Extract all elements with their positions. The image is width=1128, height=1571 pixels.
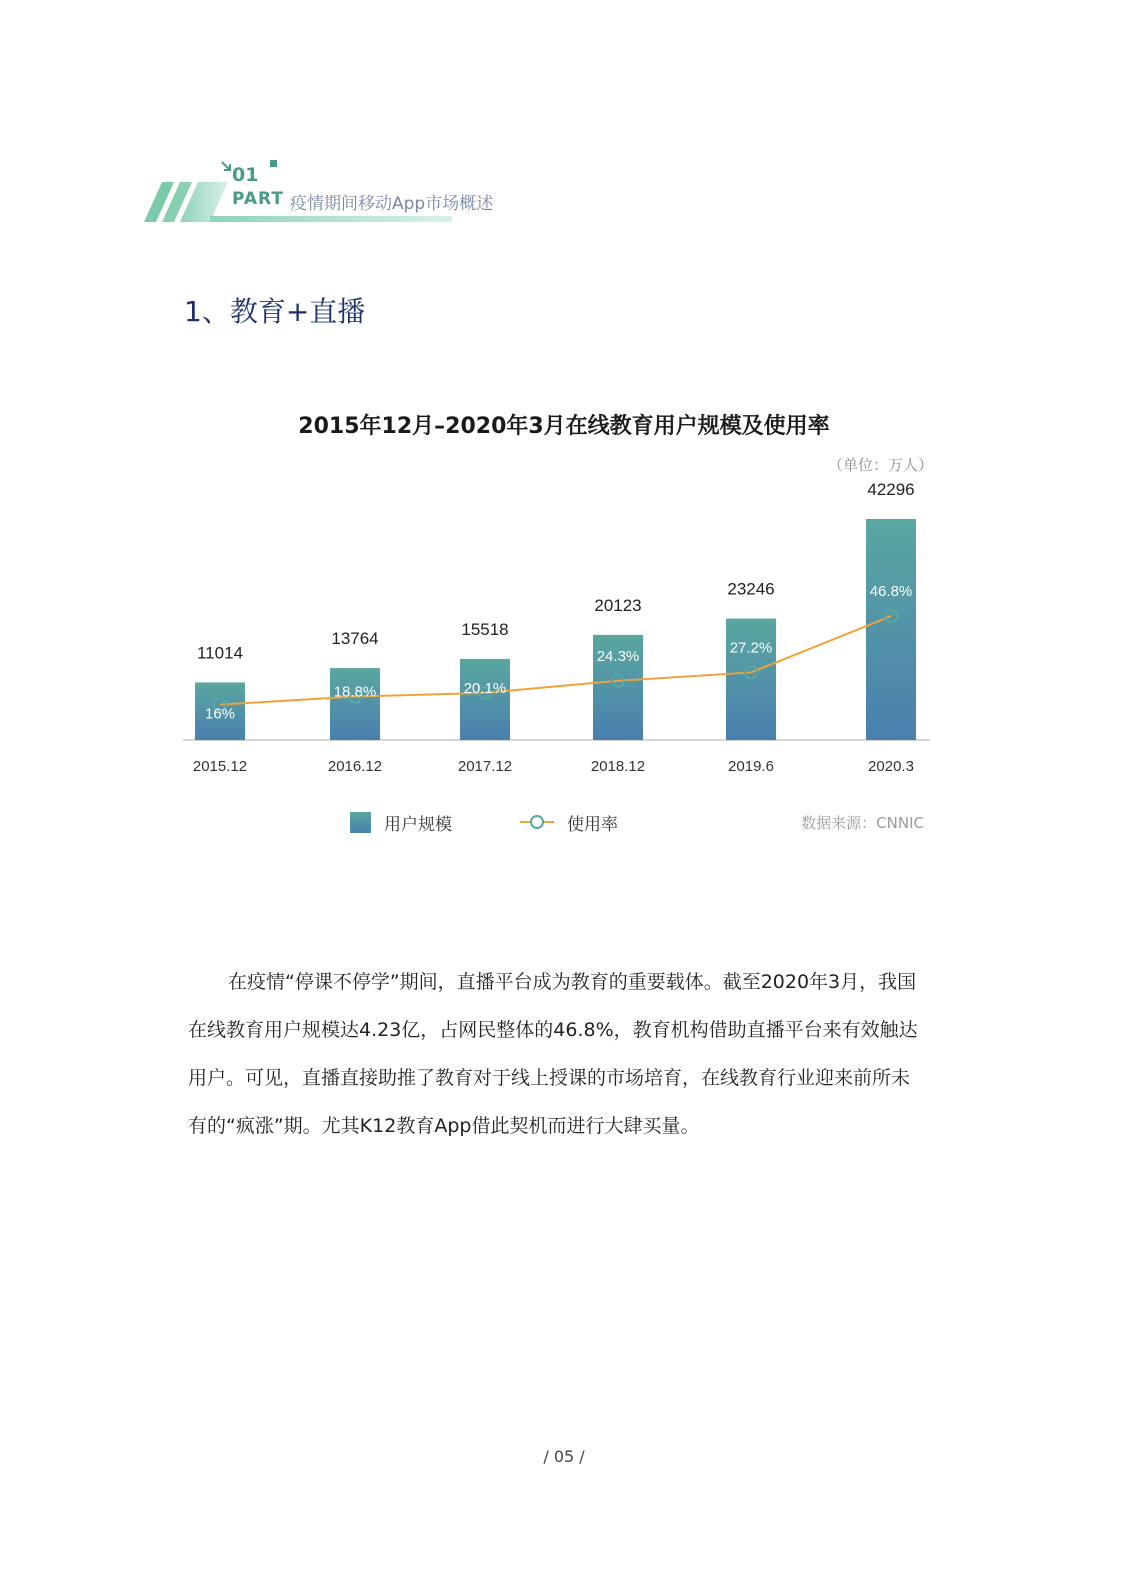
legend-swatch-line bbox=[520, 810, 560, 834]
bar-value-label: 15518 bbox=[461, 619, 509, 639]
legend-label-line: 使用率 bbox=[567, 815, 618, 835]
part-number: 01 bbox=[232, 164, 259, 186]
bar-value-label: 20123 bbox=[594, 595, 642, 615]
data-source: 数据来源：CNNIC bbox=[801, 814, 924, 832]
rate-line bbox=[220, 616, 891, 704]
body-paragraph bbox=[188, 958, 928, 1150]
rate-value-label: 27.2% bbox=[729, 639, 773, 657]
bar-value-label: 13764 bbox=[331, 629, 379, 649]
x-tick-label: 2016.12 bbox=[327, 758, 383, 775]
x-tick-label: 2018.12 bbox=[590, 758, 646, 775]
paragraph-text: 在疫情“停课不停学”期间，直播平台成为教育的重要载体。截至2020年3月，我国在线教育用户规模达4.23亿，占网民整体的46.8%，教育机构借助直播平台来有效触达用户。可见，直播直接助推了教育对于线上授课的市场培育，在线教育行业迎来前所未有的“疯涨”期。尤其K12教育App借此契机而进行大肆买量。 bbox=[188, 971, 918, 1137]
x-tick-label: 2019.6 bbox=[728, 758, 774, 775]
bar-value-label: 23246 bbox=[727, 579, 775, 599]
bar bbox=[330, 668, 380, 740]
rate-value-label: 20.1% bbox=[463, 679, 507, 697]
x-tick-label: 2020.3 bbox=[868, 758, 914, 775]
bar-value-label: 11014 bbox=[196, 643, 244, 663]
legend-swatch-bar bbox=[350, 812, 371, 833]
chart-title: 2015年12月–2020年3月在线教育用户规模及使用率 bbox=[298, 414, 830, 439]
part-title: 疫情期间移动App市场概述 bbox=[290, 194, 494, 214]
part-label: PART bbox=[232, 189, 284, 209]
rate-value-label: 24.3% bbox=[596, 647, 640, 665]
bar-value-label: 42296 bbox=[867, 480, 915, 499]
x-tick-label: 2017.12 bbox=[457, 758, 513, 775]
chart-unit: （单位：万人） bbox=[827, 456, 933, 474]
rate-value-label: 18.8% bbox=[333, 683, 377, 701]
section-title: 1、教育+直播 bbox=[184, 295, 366, 328]
page-number: / 05 / bbox=[543, 1447, 585, 1466]
bar bbox=[866, 519, 916, 740]
x-tick-label: 2015.12 bbox=[192, 758, 248, 775]
rate-value-label: 16% bbox=[204, 705, 236, 723]
rate-value-label: 46.8% bbox=[869, 583, 913, 601]
legend-label-bar: 用户规模 bbox=[384, 815, 452, 835]
